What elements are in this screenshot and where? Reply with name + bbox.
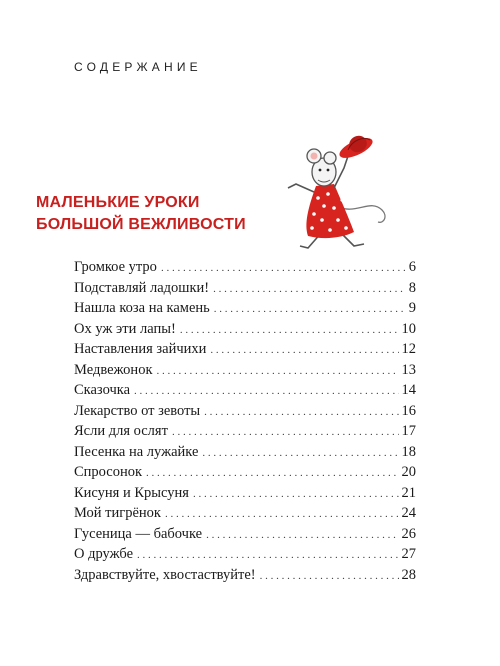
toc-dot-leader	[137, 549, 398, 561]
toc-entry[interactable]	[74, 526, 416, 547]
toc-entry-page-number: 28	[401, 566, 416, 583]
toc-entry[interactable]	[74, 485, 416, 506]
toc-entry-page-number: 18	[401, 443, 416, 460]
toc-dot-leader	[172, 426, 399, 438]
toc-entry-title: Ох уж эти лапы!	[74, 320, 176, 337]
toc-entry-page-number: 13	[401, 361, 416, 378]
toc-entry-page-number: 14	[401, 382, 416, 398]
toc-entry-title: О дружбе	[74, 546, 134, 562]
toc-dot-leader	[204, 406, 398, 418]
toc-entry[interactable]	[74, 505, 416, 526]
toc-dot-leader	[134, 385, 398, 397]
toc-dot-leader	[161, 262, 406, 274]
toc-entry[interactable]	[74, 444, 416, 465]
toc-dot-leader	[156, 365, 398, 377]
section-title-line1: МАЛЕНЬКИЕ УРОКИ	[36, 194, 200, 211]
toc-entry-page-number: 20	[401, 464, 416, 480]
toc-entry[interactable]	[74, 567, 416, 588]
toc-entry-title: Кисуня и Крысуня	[74, 484, 189, 501]
section-title	[36, 192, 246, 236]
toc-entry-title: Лекарство от зевоты	[74, 402, 201, 419]
toc-dot-leader	[210, 344, 398, 356]
toc-entry-page-number: 8	[408, 279, 416, 296]
toc-entry-page-number: 26	[401, 525, 416, 542]
toc-entry-page-number: 10	[401, 320, 416, 337]
toc-dot-leader	[202, 447, 398, 459]
toc-dot-leader	[146, 467, 398, 479]
toc-entry[interactable]	[74, 403, 416, 424]
toc-entry-title: Спросонок	[74, 464, 143, 480]
toc-entry-page-number: 9	[408, 300, 416, 316]
toc-entry-title: Сказочка	[74, 382, 131, 398]
toc-entry-page-number: 21	[401, 484, 416, 501]
toc-entry[interactable]	[74, 464, 416, 485]
toc-entry-title: Подставляй ладошки!	[74, 279, 210, 296]
toc-entry[interactable]	[74, 321, 416, 342]
toc-dot-leader	[180, 324, 399, 336]
toc-entry[interactable]	[74, 259, 416, 280]
toc-dot-leader	[214, 303, 406, 315]
toc-entry-title: Гусеница — бабочке	[74, 525, 203, 542]
toc-entry[interactable]	[74, 280, 416, 301]
toc-entry-title: Мой тигрёнок	[74, 505, 161, 521]
page-heading: СОДЕРЖАНИЕ	[74, 60, 202, 74]
toc-entry[interactable]	[74, 423, 416, 444]
toc-entry-page-number: 12	[401, 341, 416, 357]
toc-dot-leader	[260, 570, 399, 582]
toc-dot-leader	[206, 529, 398, 541]
toc-entry-title: Песенка на лужайке	[74, 443, 199, 460]
toc-entry-page-number: 27	[401, 546, 416, 562]
toc-entry-page-number: 17	[401, 423, 416, 439]
toc-dot-leader	[165, 508, 399, 520]
toc-entry-title: Ясли для ослят	[74, 423, 168, 439]
mouse-illustration-icon	[278, 128, 390, 260]
toc-dot-leader	[213, 283, 406, 295]
toc-entry[interactable]	[74, 546, 416, 567]
toc-entry[interactable]	[74, 382, 416, 403]
section-title-line2: БОЛЬШОЙ ВЕЖЛИВОСТИ	[36, 216, 246, 233]
toc-dot-leader	[193, 488, 399, 500]
toc-entry-title: Нашла коза на камень	[74, 300, 210, 316]
toc-entry-title: Наставления зайчихи	[74, 341, 207, 357]
toc-entry[interactable]	[74, 362, 416, 383]
toc-entry[interactable]	[74, 300, 416, 321]
toc-entry-title: Медвежонок	[74, 361, 153, 378]
toc-entry-page-number: 6	[408, 259, 416, 275]
toc-entry-page-number: 16	[401, 402, 416, 419]
toc-entry-title: Громкое утро	[74, 259, 157, 275]
toc-entry-page-number: 24	[401, 505, 416, 521]
toc-entry[interactable]	[74, 341, 416, 362]
table-of-contents	[74, 259, 416, 587]
toc-entry-title: Здравствуйте, хвостаствуйте!	[74, 566, 256, 583]
